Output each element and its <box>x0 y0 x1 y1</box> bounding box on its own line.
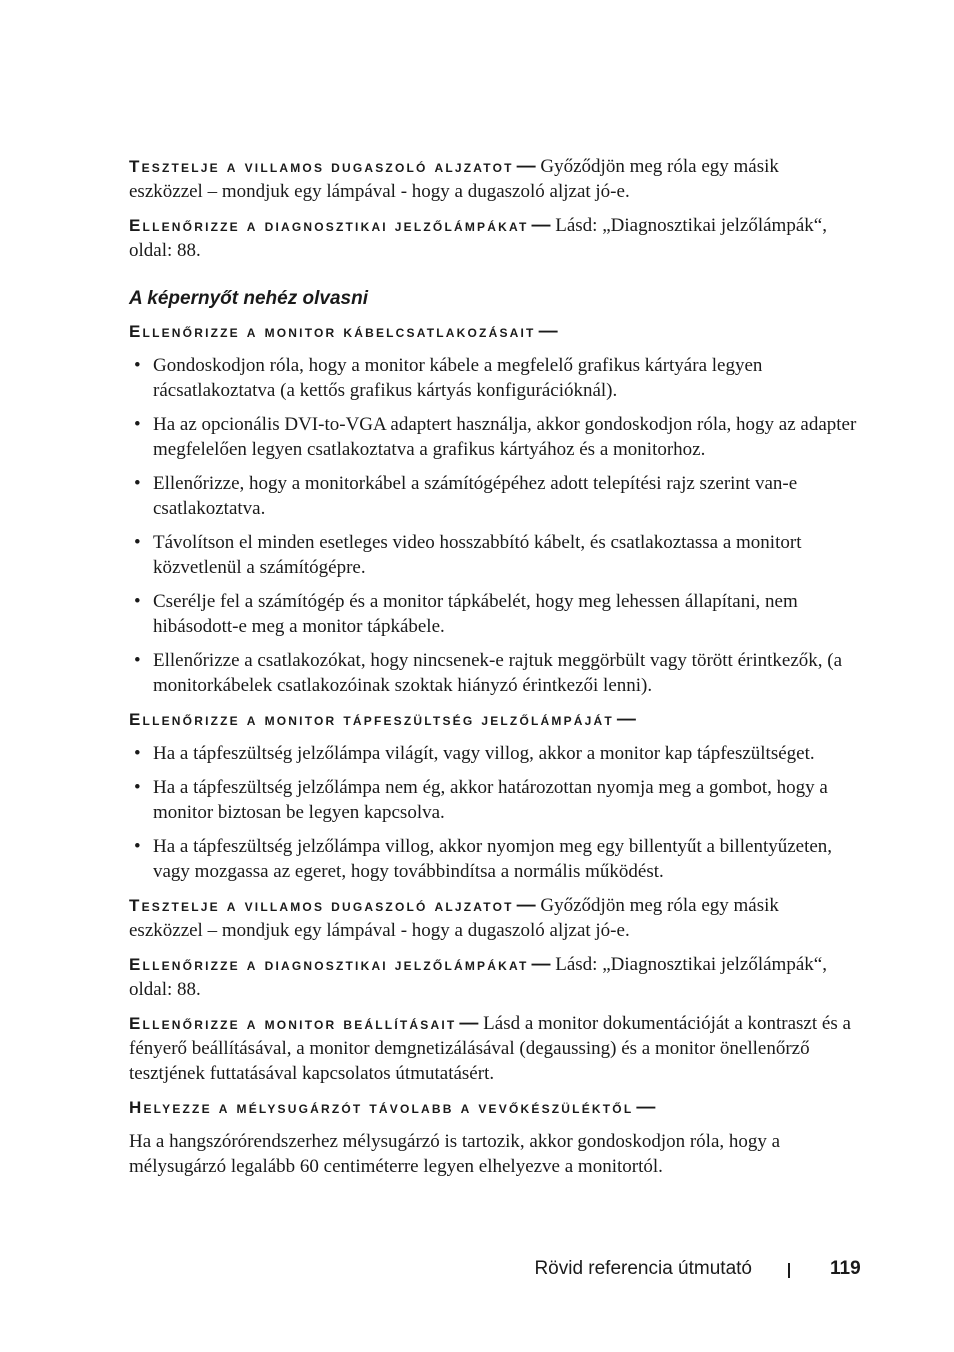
entry-check-diagnostic-lights-repeat <box>129 952 857 1002</box>
entry-text: Győződjön meg róla egy másik eszközzel – mondjuk egy lámpával - hogy a dugaszoló aljzat jó-e. <box>129 895 779 941</box>
bullet: • <box>134 473 141 494</box>
woofer-section-heading <box>129 1095 857 1120</box>
bullet: • <box>134 591 141 612</box>
list-item-text: Ha az opcionális DVI-to-VGA adaptert használja, akkor gondoskodjon róla, hogy az adapter megfelelően legyen csatlakoztatva a grafikus kártyához és a monitorhoz. <box>153 414 857 460</box>
list-item-text: Ha a tápfeszültség jelzőlámpa világít, vagy villog, akkor a monitor kap tápfeszültséget. <box>153 743 815 764</box>
list-item-text: Gondoskodjon róla, hogy a monitor kábele a megfelelő grafikus kártyára legyen rácsatlakoztatva (a kettős grafikus kártyás konfigurációknál). <box>153 355 763 401</box>
list-item <box>129 530 857 580</box>
list-item <box>129 648 857 698</box>
em-dash: — <box>516 156 536 177</box>
entry-check-diagnostic-lights <box>129 213 857 263</box>
em-dash: — <box>531 215 551 236</box>
list-item-text: Ha a tápfeszültség jelzőlámpa villog, akkor nyomjon meg egy billentyűt a billentyűzeten, vagy mozgassa az egeret, hogy továbbindítsa a normális működést. <box>153 836 833 882</box>
entry-heading: Helyezze a mélysugárzót távolabb a vevőkészüléktől <box>129 1098 634 1117</box>
page-content <box>129 154 857 1188</box>
entry-heading: Ellenőrizze a monitor kábelcsatlakozásait <box>129 322 536 341</box>
entry-heading: Ellenőrizze a monitor tápfeszültség jelzőlámpáját <box>129 710 614 729</box>
bullet: • <box>134 650 141 671</box>
power-checklist <box>129 741 857 884</box>
em-dash: — <box>538 321 558 342</box>
bullet: • <box>134 355 141 376</box>
list-item <box>129 471 857 521</box>
footer-separator <box>788 1263 790 1278</box>
em-dash: — <box>531 954 551 975</box>
power-section-heading <box>129 707 857 732</box>
list-item <box>129 412 857 462</box>
entry-heading: Ellenőrizze a diagnosztikai jelzőlámpákat <box>129 955 529 974</box>
entry-test-outlet <box>129 154 857 204</box>
bullet: • <box>134 777 141 798</box>
entry-heading: Tesztelje a villamos dugaszoló aljzatot <box>129 896 514 915</box>
entry-test-outlet-repeat <box>129 893 857 943</box>
entry-heading: Tesztelje a villamos dugaszoló aljzatot <box>129 157 514 176</box>
entry-check-monitor-settings <box>129 1011 857 1086</box>
list-item-text: Ellenőrizze a csatlakozókat, hogy nincsenek-e rajtuk meggörbült vagy törött érintkezők, (a monitorkábelek csatlakozóinak szoktak hiányzó érintkezői lenni). <box>153 650 843 696</box>
entry-text: Lásd a monitor dokumentációját a kontraszt és a fényerő beállításával, a monitor demgnetizálásával (degaussing) és a monitor önellenőrző tesztjének futtatásával kapcsolatos útmutatásért. <box>129 1013 851 1084</box>
list-item <box>129 741 857 766</box>
page-number: 119 <box>830 1258 861 1279</box>
em-dash: — <box>516 895 536 916</box>
list-item <box>129 775 857 825</box>
section-title: A képernyőt nehéz olvasni <box>129 288 368 309</box>
bullet: • <box>134 743 141 764</box>
bullet: • <box>134 836 141 857</box>
entry-text: Lásd: „Diagnosztikai jelzőlámpák“, oldal: 88. <box>129 954 827 1000</box>
em-dash: — <box>459 1013 479 1034</box>
bullet: • <box>134 532 141 553</box>
list-item <box>129 353 857 403</box>
list-item-text: Cserélje fel a számítógép és a monitor tápkábelét, hogy meg lehessen állapítani, nem hibásodott-e meg a monitor tápkábele. <box>153 591 798 637</box>
woofer-paragraph: Ha a hangszórórendszerhez mélysugárzó is tartozik, akkor gondoskodjon róla, hogy a mélysugárzó legalább 60 centiméterre legyen elhelyezve a monitortól. <box>129 1131 781 1177</box>
entry-text: Győződjön meg róla egy másik eszközzel – mondjuk egy lámpával - hogy a dugaszoló aljzat jó-e. <box>129 156 779 202</box>
list-item <box>129 589 857 639</box>
list-item-text: Távolítson el minden esetleges video hosszabbító kábelt, és csatlakoztassa a monitort közvetlenül a számítógépre. <box>153 532 802 578</box>
list-item <box>129 834 857 884</box>
cable-section-heading <box>129 319 857 344</box>
entry-heading: Ellenőrizze a diagnosztikai jelzőlámpákat <box>129 216 529 235</box>
list-item-text: Ellenőrizze, hogy a monitorkábel a számítógépéhez adott telepítési rajz szerint van-e csatlakoztatva. <box>153 473 798 519</box>
page-footer <box>0 1256 954 1282</box>
bullet: • <box>134 414 141 435</box>
em-dash: — <box>616 709 636 730</box>
em-dash: — <box>636 1097 656 1118</box>
entry-text: Lásd: „Diagnosztikai jelzőlámpák“, oldal: 88. <box>129 215 827 261</box>
list-item-text: Ha a tápfeszültség jelzőlámpa nem ég, akkor határozottan nyomja meg a gombot, hogy a monitor biztosan be legyen kapcsolva. <box>153 777 828 823</box>
entry-heading: Ellenőrizze a monitor beállításait <box>129 1014 457 1033</box>
cable-checklist <box>129 353 857 698</box>
footer-title: Rövid referencia útmutató <box>534 1258 752 1279</box>
